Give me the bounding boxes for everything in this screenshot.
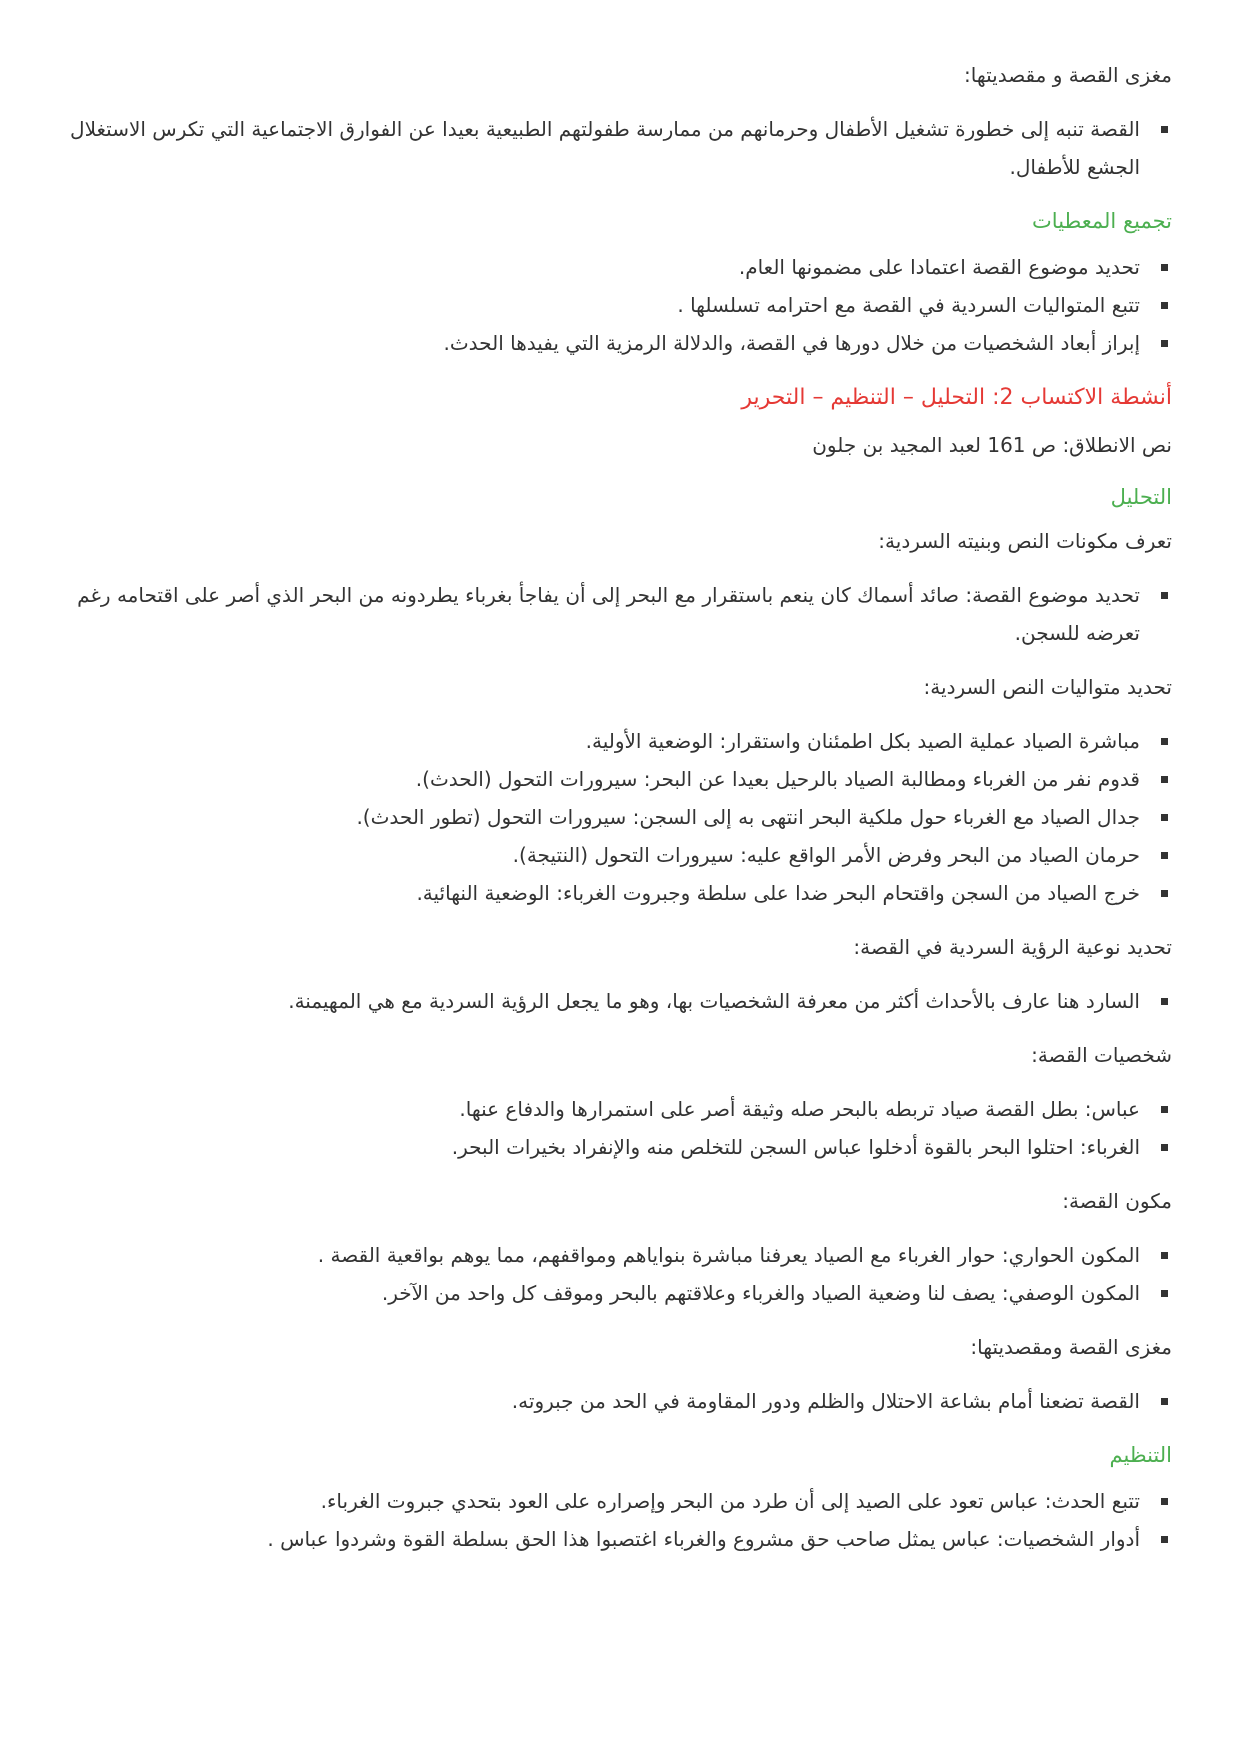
- list-item: القصة تنبه إلى خطورة تشغيل الأطفال وحرمانهم من ممارسة طفولتهم الطبيعية بعيدا عن الفوارق الاجتماعية التي تكرس الاستغلال الجشع للأطفال.: [70, 110, 1140, 186]
- list-item: القصة تضعنا أمام بشاعة الاحتلال والظلم ودور المقاومة في الحد من جبروته.: [70, 1382, 1140, 1420]
- section-heading-analysis: التحليل: [1110, 485, 1172, 509]
- meaning-list-1: [70, 110, 1172, 186]
- characters-label: شخصيات القصة:: [1031, 1043, 1172, 1067]
- list-item: إبراز أبعاد الشخصيات من خلال دورها في القصة، والدلالة الرمزية التي يفيدها الحدث.: [70, 324, 1140, 362]
- meaning-label-2: مغزى القصة ومقصديتها:: [970, 1335, 1172, 1359]
- list-item: تحديد موضوع القصة: صائد أسماك كان ينعم باستقرار مع البحر إلى أن يفاجأ بغرباء يطردونه من البحر الذي أصر على اقتحامه رغم تعرضه للسجن.: [70, 576, 1140, 652]
- list-item: أدوار الشخصيات: عباس يمثل صاحب حق مشروع والغرباء اغتصبوا هذا الحق بسلطة القوة وشردوا عباس .: [70, 1520, 1140, 1558]
- section-heading-organization: التنظيم: [1109, 1443, 1172, 1467]
- list-item: تحديد موضوع القصة اعتمادا على مضمونها العام.: [70, 248, 1140, 286]
- list-item: عباس: بطل القصة صياد تربطه بالبحر صله وثيقة أصر على استمرارها والدفاع عنها.: [70, 1090, 1140, 1128]
- list-item: حرمان الصياد من البحر وفرض الأمر الواقع عليه: سيرورات التحول (النتيجة).: [70, 836, 1140, 874]
- vision-label: تحديد نوعية الرؤية السردية في القصة:: [853, 935, 1172, 959]
- meaning-label-1: مغزى القصة و مقصديتها:: [964, 63, 1172, 87]
- gathering-list: [70, 248, 1172, 362]
- list-item: مباشرة الصياد عملية الصيد بكل اطمئنان واستقرار: الوضعية الأولية.: [70, 722, 1140, 760]
- characters-list: [70, 1090, 1172, 1166]
- story-component-label: مكون القصة:: [1062, 1189, 1172, 1213]
- activity-title: أنشطة الاكتساب 2: التحليل – التنظيم – التحرير: [741, 385, 1172, 410]
- list-item: المكون الوصفي: يصف لنا وضعية الصياد والغرباء وعلاقتهم بالبحر وموقف كل واحد من الآخر.: [70, 1274, 1140, 1312]
- list-item: تتبع الحدث: عباس تعود على الصيد إلى أن طرد من البحر وإصراره على العود بتحدي جبروت الغرباء.: [70, 1482, 1140, 1520]
- organization-list: [70, 1482, 1172, 1558]
- sequences-label: تحديد متواليات النص السردية:: [923, 675, 1172, 699]
- list-item: قدوم نفر من الغرباء ومطالبة الصياد بالرحيل بعيدا عن البحر: سيرورات التحول (الحدث).: [70, 760, 1140, 798]
- list-item: تتبع المتواليات السردية في القصة مع احترامه تسلسلها .: [70, 286, 1140, 324]
- list-item: خرج الصياد من السجن واقتحام البحر ضدا على سلطة وجبروت الغرباء: الوضعية النهائية.: [70, 874, 1140, 912]
- list-item: الغرباء: احتلوا البحر بالقوة أدخلوا عباس السجن للتخلص منه والإنفراد بخيرات البحر.: [70, 1128, 1140, 1166]
- start-text-line: نص الانطلاق: ص 161 لعبد المجيد بن جلون: [812, 433, 1172, 457]
- list-item: جدال الصياد مع الغرباء حول ملكية البحر انتهى به إلى السجن: سيرورات التحول (تطور الحدث).: [70, 798, 1140, 836]
- sequences-list: [70, 722, 1172, 912]
- meaning-list-2: [70, 1382, 1172, 1420]
- topic-list: [70, 576, 1172, 652]
- story-component-list: [70, 1236, 1172, 1312]
- components-label: تعرف مكونات النص وبنيته السردية:: [878, 529, 1172, 553]
- section-heading-gathering: تجميع المعطيات: [1032, 209, 1172, 233]
- list-item: المكون الحواري: حوار الغرباء مع الصياد يعرفنا مباشرة بنواياهم ومواقفهم، مما يوهم بواقعية القصة .: [70, 1236, 1140, 1274]
- vision-list: [70, 982, 1172, 1020]
- list-item: السارد هنا عارف بالأحداث أكثر من معرفة الشخصيات بها، وهو ما يجعل الرؤية السردية مع هي المهيمنة.: [70, 982, 1140, 1020]
